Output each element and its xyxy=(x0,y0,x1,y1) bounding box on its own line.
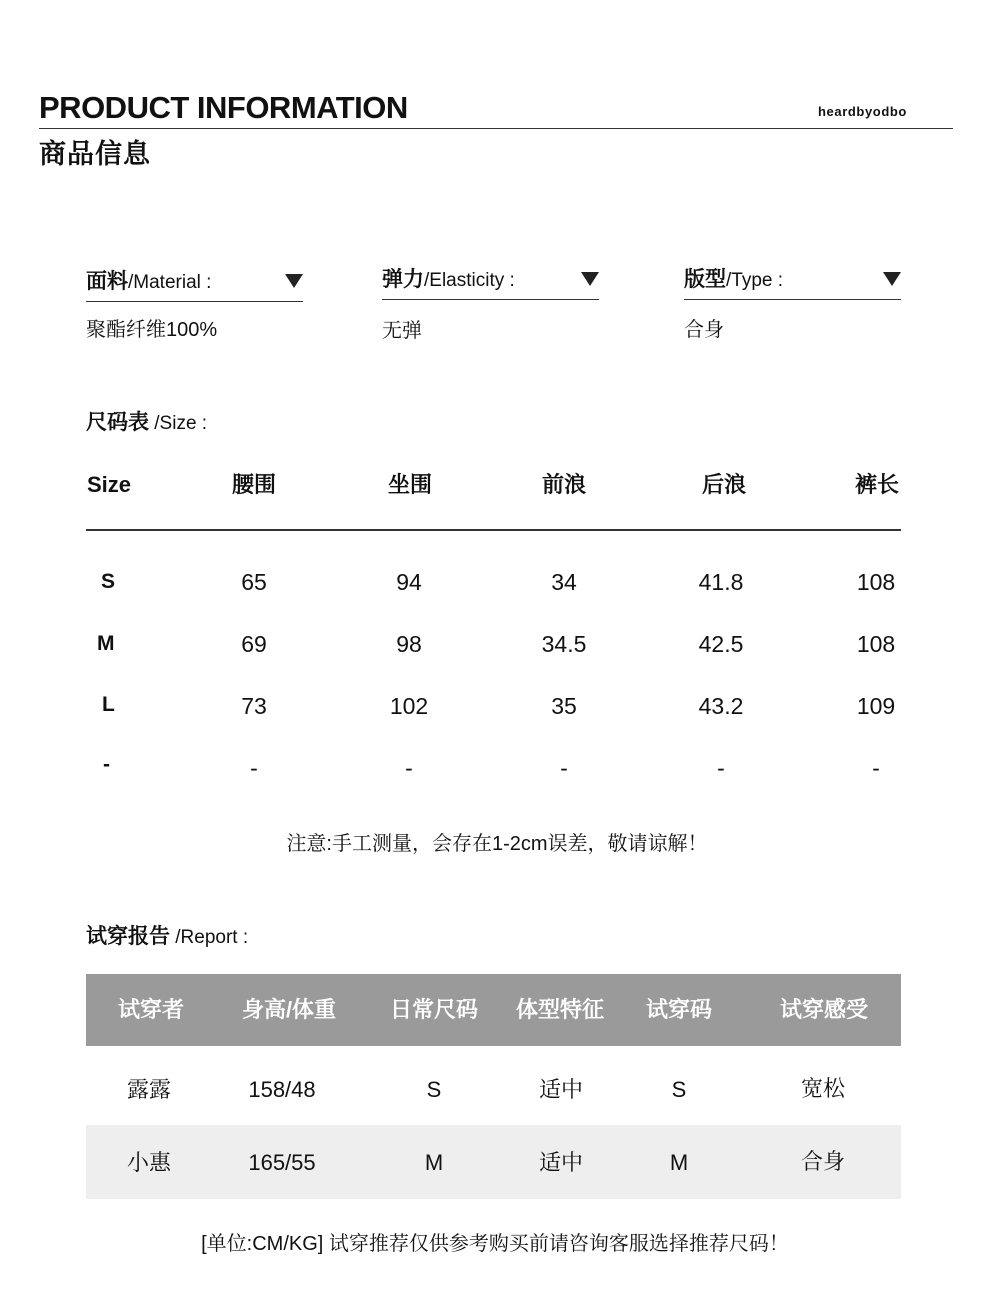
table-cell: 合身 xyxy=(800,1149,846,1174)
type-dropdown[interactable] xyxy=(684,259,901,300)
size-section-label-cn: 尺码表 xyxy=(86,411,149,434)
header-divider xyxy=(39,128,953,129)
table-cell: - xyxy=(560,755,568,781)
type-label-en: /Type : xyxy=(726,270,784,291)
table-cell: 34 xyxy=(551,569,577,595)
material-label-cn: 面料 xyxy=(86,270,128,293)
measurement-note: 注意:手工测量，会存在1-2cm误差，敬请谅解！ xyxy=(286,833,708,855)
table-cell: 108 xyxy=(856,631,896,657)
report-table-header xyxy=(86,974,901,1046)
table-cell: 露露 xyxy=(126,1077,172,1102)
page-title-en: PRODUCT INFORMATION xyxy=(39,90,408,125)
report-section-label-en: /Report : xyxy=(170,927,249,948)
elasticity-dropdown[interactable] xyxy=(382,259,599,300)
size-label: M xyxy=(97,632,115,655)
table-cell: 宽松 xyxy=(800,1076,846,1101)
size-label: L xyxy=(102,693,115,716)
table-cell: S xyxy=(671,1077,687,1102)
table-cell: 165/55 xyxy=(248,1150,316,1175)
table-cell: - xyxy=(717,755,725,781)
table-cell: 98 xyxy=(396,631,422,657)
material-dropdown[interactable] xyxy=(86,261,303,302)
table-cell: 108 xyxy=(856,569,896,595)
type-label-cn: 版型 xyxy=(684,268,726,291)
table-cell: M xyxy=(424,1150,444,1175)
report-section-label-cn: 试穿报告 xyxy=(86,925,170,948)
table-cell: 适中 xyxy=(538,1077,584,1102)
waist-col-header: 腰围 xyxy=(232,472,277,497)
length-col-header: 裤长 xyxy=(855,472,900,497)
size-section-label-en: /Size : xyxy=(149,413,208,434)
table-cell: - xyxy=(405,755,413,781)
size-table-divider xyxy=(86,529,901,531)
table-cell: 35 xyxy=(551,693,577,719)
table-cell: 73 xyxy=(241,693,267,719)
brand-logo-text: heardbyodbo xyxy=(818,104,907,119)
table-cell: 41.8 xyxy=(698,569,744,595)
size-label: - xyxy=(103,753,110,776)
tester-col-header: 试穿者 xyxy=(117,997,185,1022)
table-cell: M xyxy=(669,1150,689,1175)
report-section-label xyxy=(86,920,248,950)
hip-col-header: 坐围 xyxy=(388,472,433,497)
table-cell: - xyxy=(872,755,880,781)
table-cell: 109 xyxy=(856,693,896,719)
fit-feeling-col-header: 试穿感受 xyxy=(779,997,869,1022)
table-cell: 适中 xyxy=(538,1150,584,1175)
table-cell: 69 xyxy=(241,631,267,657)
table-cell: 65 xyxy=(241,569,267,595)
table-cell: 34.5 xyxy=(541,631,587,657)
tried-size-col-header: 试穿码 xyxy=(645,997,713,1022)
elasticity-label-en: /Elasticity : xyxy=(424,270,515,291)
back-rise-col-header: 后浪 xyxy=(702,472,747,497)
elasticity-label-cn: 弹力 xyxy=(382,268,424,291)
table-cell: 94 xyxy=(396,569,422,595)
dropdown-triangle-icon[interactable] xyxy=(285,274,303,288)
elasticity-value: 无弹 xyxy=(382,320,422,342)
table-cell: 小惠 xyxy=(126,1150,172,1175)
table-cell: 102 xyxy=(389,693,429,719)
size-label: S xyxy=(101,570,116,593)
table-row-alt-bg xyxy=(86,1125,901,1199)
footer-disclaimer: [单位:CM/KG] 试穿推荐仅供参考购买前请咨询客服选择推荐尺码！ xyxy=(201,1233,789,1255)
size-section-label xyxy=(86,406,207,436)
height-weight-col-header: 身高/体重 xyxy=(241,997,337,1022)
page-title-cn: 商品信息 xyxy=(39,139,151,169)
material-label-en: /Material : xyxy=(128,272,212,293)
table-cell: 43.2 xyxy=(698,693,744,719)
type-value: 合身 xyxy=(684,319,724,341)
table-cell: 158/48 xyxy=(248,1077,316,1102)
body-type-col-header: 体型特征 xyxy=(515,997,605,1022)
material-value: 聚酯纤维100% xyxy=(86,319,218,341)
dropdown-triangle-icon[interactable] xyxy=(883,272,901,286)
table-cell: 42.5 xyxy=(698,631,744,657)
table-cell: - xyxy=(250,755,258,781)
front-rise-col-header: 前浪 xyxy=(542,472,587,497)
size-col-header: Size xyxy=(87,472,132,497)
usual-size-col-header: 日常尺码 xyxy=(389,997,479,1022)
dropdown-triangle-icon[interactable] xyxy=(581,272,599,286)
table-cell: S xyxy=(426,1077,442,1102)
